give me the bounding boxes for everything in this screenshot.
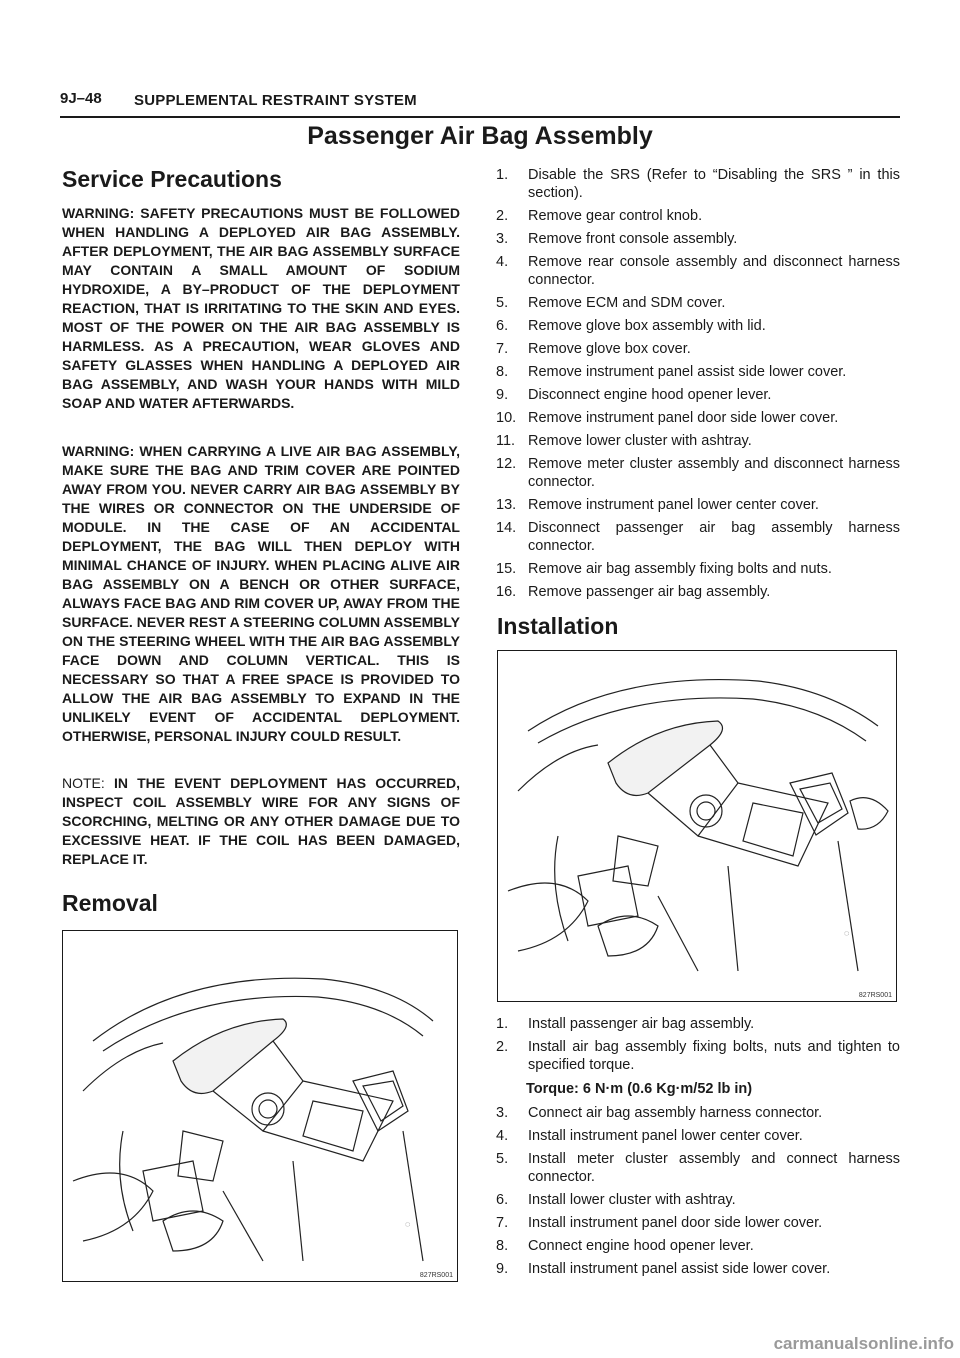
installation-figure-code: 827RS001 (858, 992, 892, 999)
list-item: 7. Remove glove box cover. (496, 341, 691, 357)
note-coil-assembly (62, 774, 460, 869)
list-item: 6. Install lower cluster with ashtray. (496, 1192, 736, 1208)
page-number: 9J–48 (60, 90, 102, 107)
list-item: 8. Remove instrument panel assist side lower cover. (496, 364, 847, 380)
list-item: 11. Remove lower cluster with ashtray. (496, 433, 752, 449)
list-item: 15. Remove air bag assembly fixing bolts and nuts. (496, 561, 832, 577)
installation-steps-a (496, 1015, 900, 1079)
list-item: 12. Remove meter cluster assembly and disconnect harness connector. (496, 456, 900, 490)
warning-live-airbag: WARNING: WHEN CARRYING A LIVE AIR BAG ASSEMBLY, MAKE SURE THE BAG AND TRIM COVER ARE POINTED AWAY FROM YOU. NEVER CARRY AIR BAG ASSEMBLY BY THE WIRES OR CONNECTOR ON THE UNDERSIDE OF MODULE. IN THE CASE OF AN ACCIDENTAL DEPLOYMENT, THE BAG WILL THEN DEPLOY WITH MINIMAL CHANCE OF INJURY. WHEN PLACING ALIVE AIR BAG ASSEMBLY ON A BENCH OR OTHER SURFACE, ALWAYS FACE BAG AND RIM COVER UP, AWAY FROM THE SURFACE. NEVER REST A STEERING COLUMN ASSEMBLY ON THE STEERING WHEEL WITH THE AIR BAG ASSEMBLY FACE DOWN AND COLUMN VERTICAL. THIS IS NECESSARY SO THAT A FREE SPACE IS PROVIDED TO ALLOW THE AIR BAG ASSEMBLY TO EXPAND IN THE UNLIKELY EVENT OF ACCIDENTAL DEPLOYMENT. OTHERWISE, PERSONAL INJURY COULD RESULT. (62, 443, 460, 744)
header-rule (60, 116, 900, 118)
list-item: 13. Remove instrument panel lower center cover. (496, 497, 819, 513)
list-item: 1. Install passenger air bag assembly. (496, 1016, 755, 1032)
list-item: 10. Remove instrument panel door side lower cover. (496, 410, 839, 426)
torque-spec: Torque: 6 N·m (0.6 Kg·m/52 lb in) (526, 1081, 753, 1097)
list-item: 2. Remove gear control knob. (496, 208, 703, 224)
list-item: 5. Remove ECM and SDM cover. (496, 295, 726, 311)
note-label: NOTE: (62, 775, 105, 791)
list-item: 16. Remove passenger air bag assembly. (496, 584, 771, 600)
svg-text:◌: ◌ (844, 928, 850, 938)
dashboard-illustration (498, 651, 896, 1001)
list-item: 9. Install instrument panel assist side lower cover. (496, 1261, 831, 1277)
warning-deployed-airbag: WARNING: SAFETY PRECAUTIONS MUST BE FOLLOWED WHEN HANDLING A DEPLOYED AIR BAG ASSEMBLY. AFTER DEPLOYMENT, THE AIR BAG ASSEMBLY SURFACE MAY CONTAIN A SMALL AMOUNT OF SODIUM HYDROXIDE, A BY–PRODUCT OF THE DEPLOYMENT REACTION, THAT IS IRRITATING TO THE SKIN AND EYES. MOST OF THE POWER ON THE AIR BAG ASSEMBLY IS HARMLESS. AS A PRECAUTION, WEAR GLOVES AND SAFETY GLASSES WHEN HANDLING A DEPLOYED AIR BAG ASSEMBLY, AND WASH YOUR HANDS WITH MILD SOAP AND WATER AFTERWARDS. (62, 205, 460, 411)
list-item: 4. Remove rear console assembly and disconnect harness connector. (496, 254, 900, 288)
list-item: 3. Remove front console assembly. (496, 231, 738, 247)
list-item: 3. Connect air bag assembly harness connector. (496, 1105, 823, 1121)
removal-steps (496, 166, 900, 606)
list-item: 5. Install meter cluster assembly and connect harness connector. (496, 1151, 900, 1185)
removal-heading: Removal (62, 890, 158, 916)
list-item: 7. Install instrument panel door side lower cover. (496, 1215, 823, 1231)
svg-text:◌: ◌ (405, 1219, 411, 1229)
list-item: 9. Disconnect engine hood opener lever. (496, 387, 772, 403)
list-item: 6. Remove glove box assembly with lid. (496, 318, 766, 334)
note-text: IN THE EVENT DEPLOYMENT HAS OCCURRED, INSPECT COIL ASSEMBLY WIRE FOR ANY SIGNS OF SCORCHING, MELTING OR ANY OTHER DAMAGE DUE TO EXCESSIVE HEAT. IF THE COIL HAS BEEN DAMAGED, REPLACE IT. (62, 775, 460, 867)
installation-figure (497, 650, 897, 1002)
list-item: 4. Install instrument panel lower center cover. (496, 1128, 803, 1144)
installation-steps-b (496, 1104, 900, 1283)
list-item: 8. Connect engine hood opener lever. (496, 1238, 754, 1254)
list-item: 2. Install air bag assembly fixing bolts, nuts and tighten to specified torque. (496, 1039, 900, 1073)
removal-figure (62, 930, 458, 1282)
list-item: 14. Disconnect passenger air bag assembly harness connector. (496, 520, 900, 554)
dashboard-illustration (63, 931, 457, 1281)
service-precautions-heading: Service Precautions (62, 166, 282, 192)
section-title: SUPPLEMENTAL RESTRAINT SYSTEM (134, 92, 417, 109)
watermark: carmanualsonline.info (773, 1334, 954, 1353)
removal-figure-code: 827RS001 (419, 1272, 453, 1279)
installation-heading: Installation (497, 613, 619, 639)
page-title: Passenger Air Bag Assembly (307, 122, 653, 150)
list-item: 1. Disable the SRS (Refer to “Disabling the SRS ” in this section). (496, 167, 900, 201)
